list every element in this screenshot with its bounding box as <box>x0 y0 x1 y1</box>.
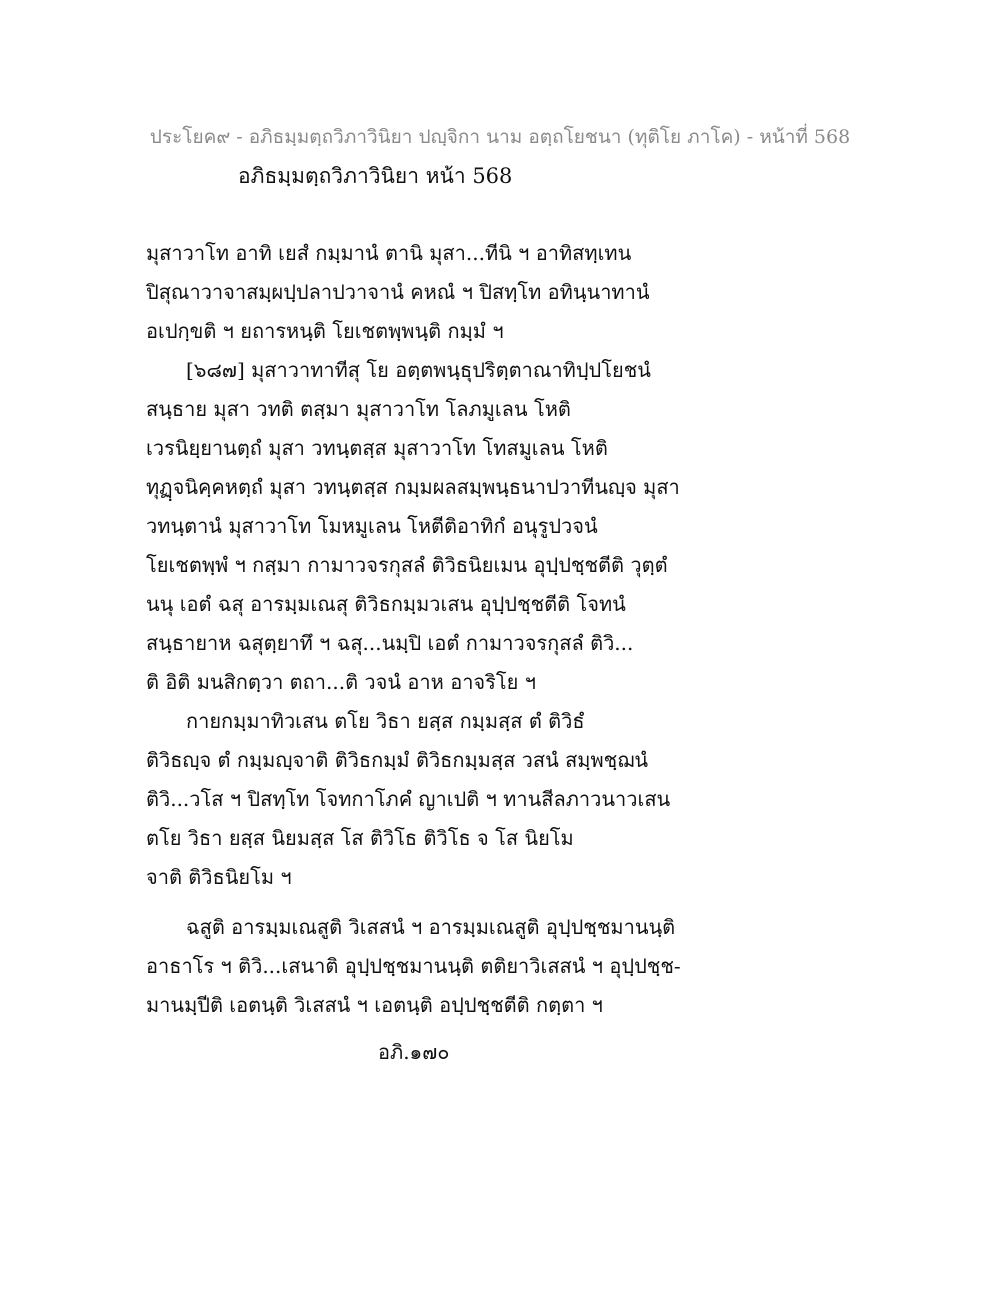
text-line: ติวิธญฺจ ตํ กมฺมญฺจาติ ติวิธกมฺมํ ติวิธกมฺมสฺส วสนํ สมฺพชฺฌนํ <box>146 748 649 772</box>
text-line: สนฺธาย มุสา วทติ ตสฺมา มุสาวาโท โลภมูเลน โหติ <box>146 397 571 421</box>
text-line: [๖๘๗] มุสาวาทาทีสุ โย อตฺตพนฺธุปริตฺตาณาทิปฺปโยชนํ <box>186 358 651 382</box>
text-line: มุสาวาโท อาทิ เยสํ กมฺมานํ ตานิ มุสา...ทีนิ ฯ อาทิสทฺเทน <box>146 241 632 265</box>
page-title: อภิธมฺมตฺถวิภาวินิยา หน้า 568 <box>238 164 513 188</box>
text-line: โยเชตพฺพํ ฯ กสฺมา กามาวจรกุสลํ ติวิธนิยเมน อุปฺปชฺชตีติ วุตฺตํ <box>146 553 668 577</box>
text-line: ติวิ...วโส ฯ ปิสทฺโท โจทกาโภคํ ญาเปติ ฯ ทานสีลภาวนาวเสน <box>146 787 671 811</box>
running-header: ประโยค๙ - อภิธมฺมตฺถวิภาวินิยา ปญฺจิกา นาม อตฺถโยชนา (ทุติโย ภาโค) - หน้าที่ 568 <box>149 126 851 148</box>
page-reference: อภิ.๑๗๐ <box>378 1040 450 1064</box>
text-line: นนุ เอตํ ฉสุ อารมฺมเณสุ ติวิธกมฺมวเสน อุปฺปชฺชตีติ โจทนํ <box>146 592 626 616</box>
text-line: วทนฺตานํ มุสาวาโท โมหมูเลน โหตีติอาทิกํ อนุรูปวจนํ <box>146 514 598 538</box>
text-line: เวรนิยฺยานตฺถํ มุสา วทนฺตสฺส มุสาวาโท โทสมูเลน โหติ <box>146 436 608 460</box>
text-line: อาธาโร ฯ ติวิ...เสนาติ อุปฺปชฺชมานนฺติ ตติยาวิเสสนํ ฯ อุปฺปชฺช- <box>146 954 681 978</box>
text-line: อเปกฺขติ ฯ ยถารหนฺติ โยเชตพฺพนฺติ กมฺมํ ฯ <box>146 319 504 343</box>
text-line: ทุฏฺจนิคฺคหตฺถํ มุสา วทนฺตสฺส กมฺมผลสมฺพนฺธนาปวาทีนญฺจ มุสา <box>146 475 680 499</box>
text-line: สนฺธายาห ฉสุตฺยาทึ ฯ ฉสุ...นมฺปิ เอตํ กามาวจรกุสลํ ติวิ... <box>146 631 634 655</box>
text-line: จาติ ติวิธนิยโม ฯ <box>146 865 292 889</box>
text-line: ปิสุณาวาจาสมฺผปฺปลาปวาจานํ คหณํ ฯ ปิสทฺโท อทินฺนาทานํ <box>146 280 650 304</box>
text-line: กายกมฺมาทิวเสน ตโย วิธา ยสฺส กมฺมสฺส ตํ ติวิธํ <box>186 709 585 733</box>
text-line: ฉสูติ อารมฺมเณสูติ วิเสสนํ ฯ อารมฺมเณสูติ อุปฺปชฺชมานนฺติ <box>186 915 676 939</box>
text-line: ตโย วิธา ยสฺส นิยมสฺส โส ติวิโธ ติวิโธ จ โส นิยโม <box>146 826 574 850</box>
text-line: ติ อิติ มนสิกตฺวา ตถา...ติ วจนํ อาห อาจริโย ฯ <box>146 670 536 694</box>
text-line: มานมฺปีติ เอตนฺติ วิเสสนํ ฯ เอตนฺติ อปฺปชฺชตีติ กตฺตา ฯ <box>146 993 603 1017</box>
